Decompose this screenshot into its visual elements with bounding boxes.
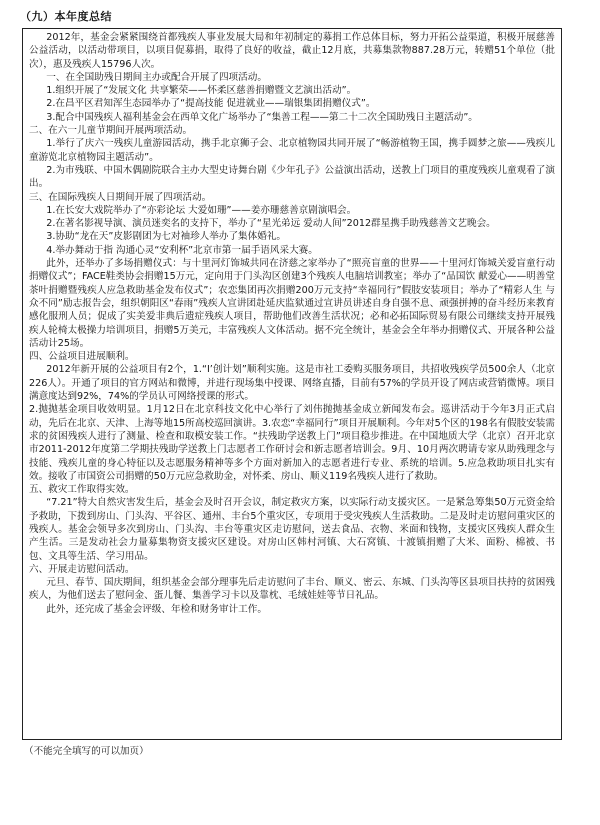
section-heading: （九）本年度总结	[20, 10, 112, 23]
paragraph: 4.举办舞动于指 沟通心灵“安利杯”北京市第一届手语风采大赛。	[46, 244, 318, 256]
paragraph: 3.配合中国残疾人福利基金会在西单文化广场举办了“集善工程——第二十二次全国助残日主题活动”。	[46, 111, 478, 123]
paragraph: 1.举行了庆六一残疾儿童游园活动，携手北京狮子会、北京植物园共同开展了“畅游植物王国，携手圆梦之旅——残疾儿童游览北京植物园主题活动”。	[29, 138, 555, 163]
paragraph: 此外，还举办了多场捐赠仪式：与十里河灯饰城共同在济慈之家举办了“照亮盲童的世界——十里河灯饰城关爱盲童行动捐赠仪式”；FACE鞋类协会捐赠15万元，定向用于门头沟区创建3个残疾人电脑培训教室；举办了“品国饮 献爱心——明善堂茶叶捐赠暨残疾人应急救助基金发布仪式”；农恋集团再次捐赠200万元支持“幸福同行”假肢安装项目；举办了“精彩人生 与众不同”励志报告会，组织朝阳区“春雨”残疾人宣讲团赴延庆监狱通过宣讲员讲述自身自强不息、顽强拼搏的奋斗经历来教育感化服刑人员；促成了实美爱非典后遗症残疾人项目，帮助他们改善生活状况；必和必拓国际贸易有限公司继续支持开展残疾人轮椅太极操力培训项目，捐赠5万美元，丰富残疾人文体活动。据不完全统计，基金会全年举办捐赠仪式、开展各种公益活动计25场。	[29, 258, 555, 349]
paragraph: 五、救灾工作取得实效。	[29, 484, 135, 496]
paragraph: 一、在全国助残日期间主办或配合开展了四项活动。	[46, 71, 267, 83]
paragraph: 1.组织开展了“发展文化 共享繁荣——怀柔区慈善捐赠暨文艺演出活动”。	[46, 85, 357, 97]
paragraph: 2.在昌平区君知浑生态园举办了“提高技能 促进就业——瑞银集团捐赠仪式”。	[46, 98, 376, 110]
paragraph: 2.为市残联、中国木偶剧院联合主办大型史诗舞台剧《少年孔子》公益演出活动，送教上门项目的重度残疾儿童观看了演出。	[29, 164, 555, 190]
paragraph: “7.21”特大自然灾害发生后，基金会及时召开会议，制定救灾方案，以实际行动支援灾区。一是紧急筹集50万元资金给予救助，下拨到房山、门头沟、平谷区、通州、丰台5个重灾区，专项用于受灾残疾人生活救助。二是及时走访慰问重灾区的残疾人。基金会领导多次到房山、门头沟、丰台等重灾区走访慰问，送去食品、衣物、米面和钱物，支援灾区残疾人群众生产生活。三是发动社会力量募集物资支援灾区建设。对房山区韩村河镇、大石窝镇、十渡镇捐赠了大米、面粉、棉被、书包、文具等生活、学习用品。	[29, 497, 555, 562]
paragraph: 四、公益项目进展顺利。	[29, 351, 135, 363]
footnote: （不能完全填写的可以加页）	[24, 746, 149, 757]
summary-box	[22, 28, 562, 740]
paragraph: 2012年，基金会紧紧围绕首都残疾人事业发展大局和年初制定的募捐工作总体目标，努力开拓公益渠道，积极开展慈善公益活动，以活动带项目，以项目促募捐，取得了良好的收益，截止12月底，共募集款物887.28万元，转赠51个单位（批次），惠及残疾人15796人次。	[29, 32, 555, 70]
paragraph: 三、在国际残疾人日期间开展了四项活动。	[29, 191, 212, 203]
paragraph: 2.在著名影视导演、演员迷奕名的支持下，举办了“星光弟远 爱动人间”2012群星携手助残慈善文艺晚会。	[46, 218, 496, 230]
paragraph: 2012年新开展的公益项目有2个，1.“I’创计划”顺利实施。这是市社工委购买服务项目，共招收残疾学员500余人（北京226人）。开通了项目的官方网站和微博，并进行现场集中授课、网络直播，目前有57%的学员开设了网店或营销微博。项目满意度达到92%，74%的学员认可网络授课的形式。	[29, 364, 555, 403]
paragraph: 元旦、春节、国庆期间，组织基金会部分理事先后走访慰问了丰台、顺义、密云、东城、门头沟等区县项目扶持的贫困残疾人，为他们送去了慰问金、蛋儿餐、集善学习卡以及靠枕、毛绒娃娃等节日礼品。	[29, 577, 555, 602]
paragraph: 1.在长安大戏院举办了“亦彩论坛 大爱如珊”——姜亦珊慈善京剧演唱会。	[46, 204, 357, 216]
paragraph: 3.协助“龙在天”皮影剧团为七对袖珍人举办了集体婚礼。	[46, 231, 287, 243]
paragraph: 此外，还完成了基金会评级、年检和财务审计工作。	[46, 603, 267, 615]
paragraph: 六、开展走访慰问活动。	[29, 563, 135, 575]
paragraph: 2.抛抛基金项目收效明显。1月12日在北京科技文化中心举行了刘伟抛抛基金成立新闻发布会。巡讲活动于今年3月正式启动，先后在北京、天津、上海等地15所高校巡回演讲。3.农恋“幸福同行”项目开展顺利。今年对5个区的198名有假肢安装需求的贫困残疾人进行了测量、检查和取模安装工作。“扶残助学送教上门”项目稳步推进。在中国地质大学（北京）召开北京市2011-2012年度第二学期扶残助学送教上门志愿者工作研讨会和新志愿者培训会。9月、10月两次聘请专家从助残理念与技能、残疾儿童的身心特征以及志愿服务精神等多个方面对新加入的志愿者进行专业、系统的培训。5.应急救助项目扎实有效。接收了市国资公司捐赠的50万元应急救助金，对怀柔、房山、顺义119名残疾人进行了救助。	[29, 404, 555, 482]
summary-content	[29, 31, 555, 616]
paragraph: 二、在六一儿童节期间开展两项活动。	[29, 125, 193, 137]
